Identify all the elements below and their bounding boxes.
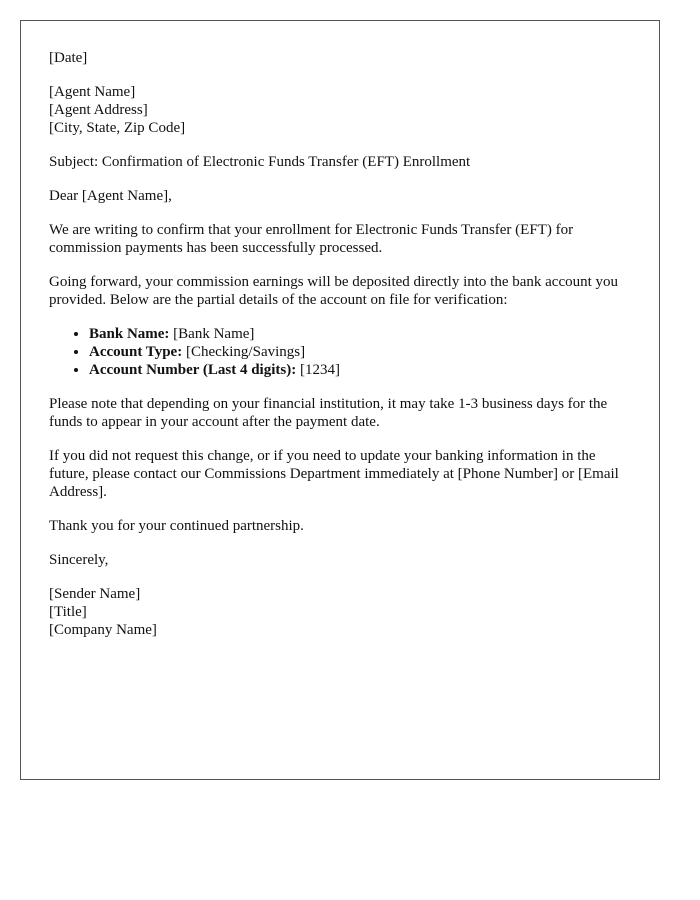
sender-title: [Title]: [49, 604, 87, 620]
detail-label: Account Type:: [89, 344, 183, 360]
list-item: [89, 361, 631, 379]
letter-paragraph-3: Please note that depending on your financial institution, it may take 1-3 business days for the funds to appear in your account after the payment date.: [49, 396, 608, 430]
list-item: [89, 325, 631, 343]
letter-salutation: Dear [Agent Name],: [49, 188, 172, 204]
detail-value: [1234]: [296, 362, 340, 378]
recipient-address-block: [49, 83, 631, 137]
letter-subject: Subject: Confirmation of Electronic Funds Transfer (EFT) Enrollment: [49, 154, 471, 170]
list-item: [89, 343, 631, 361]
letter-closing: Sincerely,: [49, 552, 109, 568]
detail-value: [Bank Name]: [169, 326, 255, 342]
signature-block: [49, 585, 631, 639]
letter-paragraph-1: We are writing to confirm that your enrollment for Electronic Funds Transfer (EFT) for commission payments has been successfully processed.: [49, 222, 574, 256]
recipient-city: [City, State, Zip Code]: [49, 120, 186, 136]
letter-document: [20, 20, 660, 780]
account-details-list: [49, 325, 631, 379]
letter-date: [Date]: [49, 50, 88, 66]
detail-label: Bank Name:: [89, 326, 170, 342]
detail-value: [Checking/Savings]: [182, 344, 306, 360]
detail-label: Account Number (Last 4 digits):: [89, 362, 297, 378]
letter-thanks: Thank you for your continued partnership.: [49, 518, 304, 534]
recipient-address: [Agent Address]: [49, 102, 148, 118]
sender-company: [Company Name]: [49, 622, 157, 638]
letter-paragraph-4: If you did not request this change, or if you need to update your banking information in the future, please contact our Commissions Department immediately at [Phone Number] or [Email Address].: [49, 448, 619, 500]
recipient-name: [Agent Name]: [49, 84, 136, 100]
letter-paragraph-2: Going forward, your commission earnings will be deposited directly into the bank account you provided. Below are the partial details of the account on file for verification:: [49, 274, 619, 308]
sender-name: [Sender Name]: [49, 586, 141, 602]
